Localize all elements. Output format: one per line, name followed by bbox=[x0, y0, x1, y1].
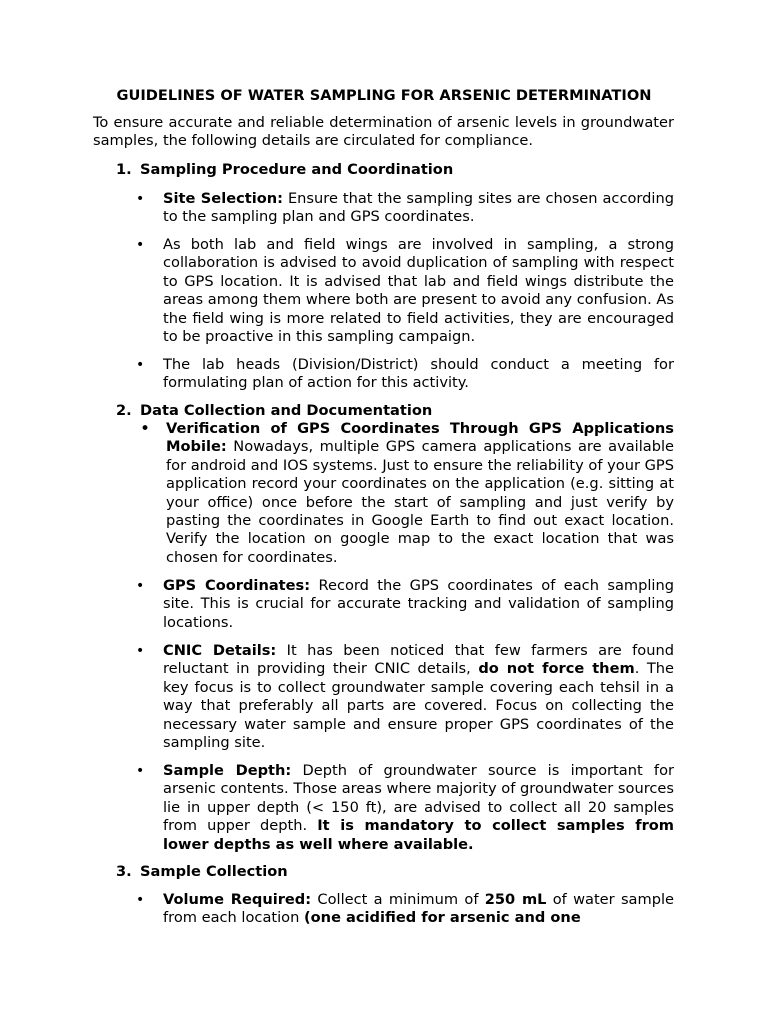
bullet-text: Collect a minimum of bbox=[311, 891, 485, 908]
bullet-lead: Sample Depth: bbox=[163, 762, 292, 779]
section-title: Data Collection and Documentation bbox=[140, 402, 433, 419]
bullet-collaboration bbox=[163, 236, 674, 346]
bullet-emphasis: It is mandatory to collect samples from lower depths as well where available. bbox=[163, 817, 674, 853]
bullet-gps-coordinates bbox=[163, 577, 674, 632]
bullet-glyph: • bbox=[136, 892, 145, 908]
section-number: 1. bbox=[116, 161, 132, 178]
bullet-cnic-details bbox=[163, 642, 674, 752]
bullet-glyph: • bbox=[140, 419, 151, 439]
section-2-heading bbox=[116, 402, 432, 420]
bullet-volume-required bbox=[163, 891, 674, 928]
bullet-text: Nowadays, multiple GPS camera applications are available for android and IOS systems. Just to ensure the reliability of your GPS application record your coordinates on the application (e.g. sitting at your office) once before the start of sampling and just verify by pasting the coordinates in Google Earth to find out exact location. Verify the location on google map to the exact location that was chosen for coordinates. bbox=[166, 438, 674, 566]
intro-paragraph: To ensure accurate and reliable determination of arsenic levels in groundwater samples, the following details are circulated for compliance. bbox=[93, 114, 674, 150]
bullet-text: Record the GPS coordinates of each sampling site. This is crucial for accurate tracking and validation of sampling locations. bbox=[163, 577, 674, 631]
section-3-heading bbox=[116, 863, 288, 881]
bullet-emphasis-2: (one acidified for arsenic and one bbox=[303, 909, 581, 927]
bullet-lab-heads bbox=[163, 356, 674, 393]
bullet-glyph: • bbox=[136, 643, 145, 659]
bullet-text-continued: . The key focus is to collect groundwater sample covering each tehsil in a way that preferably all parts are covered. Focus on collecting the necessary water sample and ensure proper GPS coordinates of the sampling site. bbox=[163, 660, 674, 752]
bullet-text: It has been noticed that few farmers are found reluctant in providing their CNIC details, bbox=[163, 642, 674, 678]
bullet-emphasis: do not force them bbox=[478, 660, 635, 678]
section-number: 3. bbox=[116, 863, 132, 880]
bullet-text-continued: of water sample from each location bbox=[163, 891, 675, 927]
bullet-lead: GPS Coordinates: bbox=[163, 577, 311, 594]
bullet-text: Ensure that the sampling sites are chosen according to the sampling plan and GPS coordinates. bbox=[163, 190, 674, 226]
bullet-lead: CNIC Details: bbox=[163, 642, 277, 659]
section-title: Sampling Procedure and Coordination bbox=[140, 161, 454, 178]
bullet-glyph: • bbox=[136, 763, 145, 779]
bullet-glyph: • bbox=[136, 357, 145, 373]
bullet-site-selection bbox=[163, 190, 674, 227]
bullet-glyph: • bbox=[136, 237, 145, 253]
section-number: 2. bbox=[116, 402, 132, 419]
bullet-text: The lab heads (Division/District) should conduct a meeting for formulating plan of action for this activity. bbox=[163, 356, 674, 392]
section-1-heading bbox=[116, 161, 453, 179]
bullet-glyph: • bbox=[136, 578, 145, 594]
bullet-glyph: • bbox=[136, 191, 145, 207]
bullet-gps-verification bbox=[166, 420, 674, 567]
bullet-lead: Verification of GPS Coordinates Through GPS Applications Mobile: bbox=[166, 420, 674, 456]
bullet-sample-depth bbox=[163, 762, 674, 854]
bullet-lead: Volume Required: bbox=[163, 891, 312, 908]
bullet-emphasis: 250 mL bbox=[484, 891, 547, 908]
section-title: Sample Collection bbox=[140, 863, 288, 880]
bullet-lead: Site Selection: bbox=[163, 190, 283, 207]
document-title: GUIDELINES OF WATER SAMPLING FOR ARSENIC DETERMINATION bbox=[116, 87, 652, 104]
bullet-text: Depth of groundwater source is important for arsenic contents. Those areas where majority of groundwater sources lie in upper depth (< 150 ft), are advised to collect all 20 samples from upper depth. bbox=[163, 762, 674, 835]
bullet-text: As both lab and field wings are involved in sampling, a strong collaboration is advised to avoid duplication of sampling with respect to GPS location. It is advised that lab and field wings distribute the areas among them where both are present to avoid any confusion. As the field wing is more related to field activities, they are encouraged to be proactive in this sampling campaign. bbox=[163, 236, 674, 346]
